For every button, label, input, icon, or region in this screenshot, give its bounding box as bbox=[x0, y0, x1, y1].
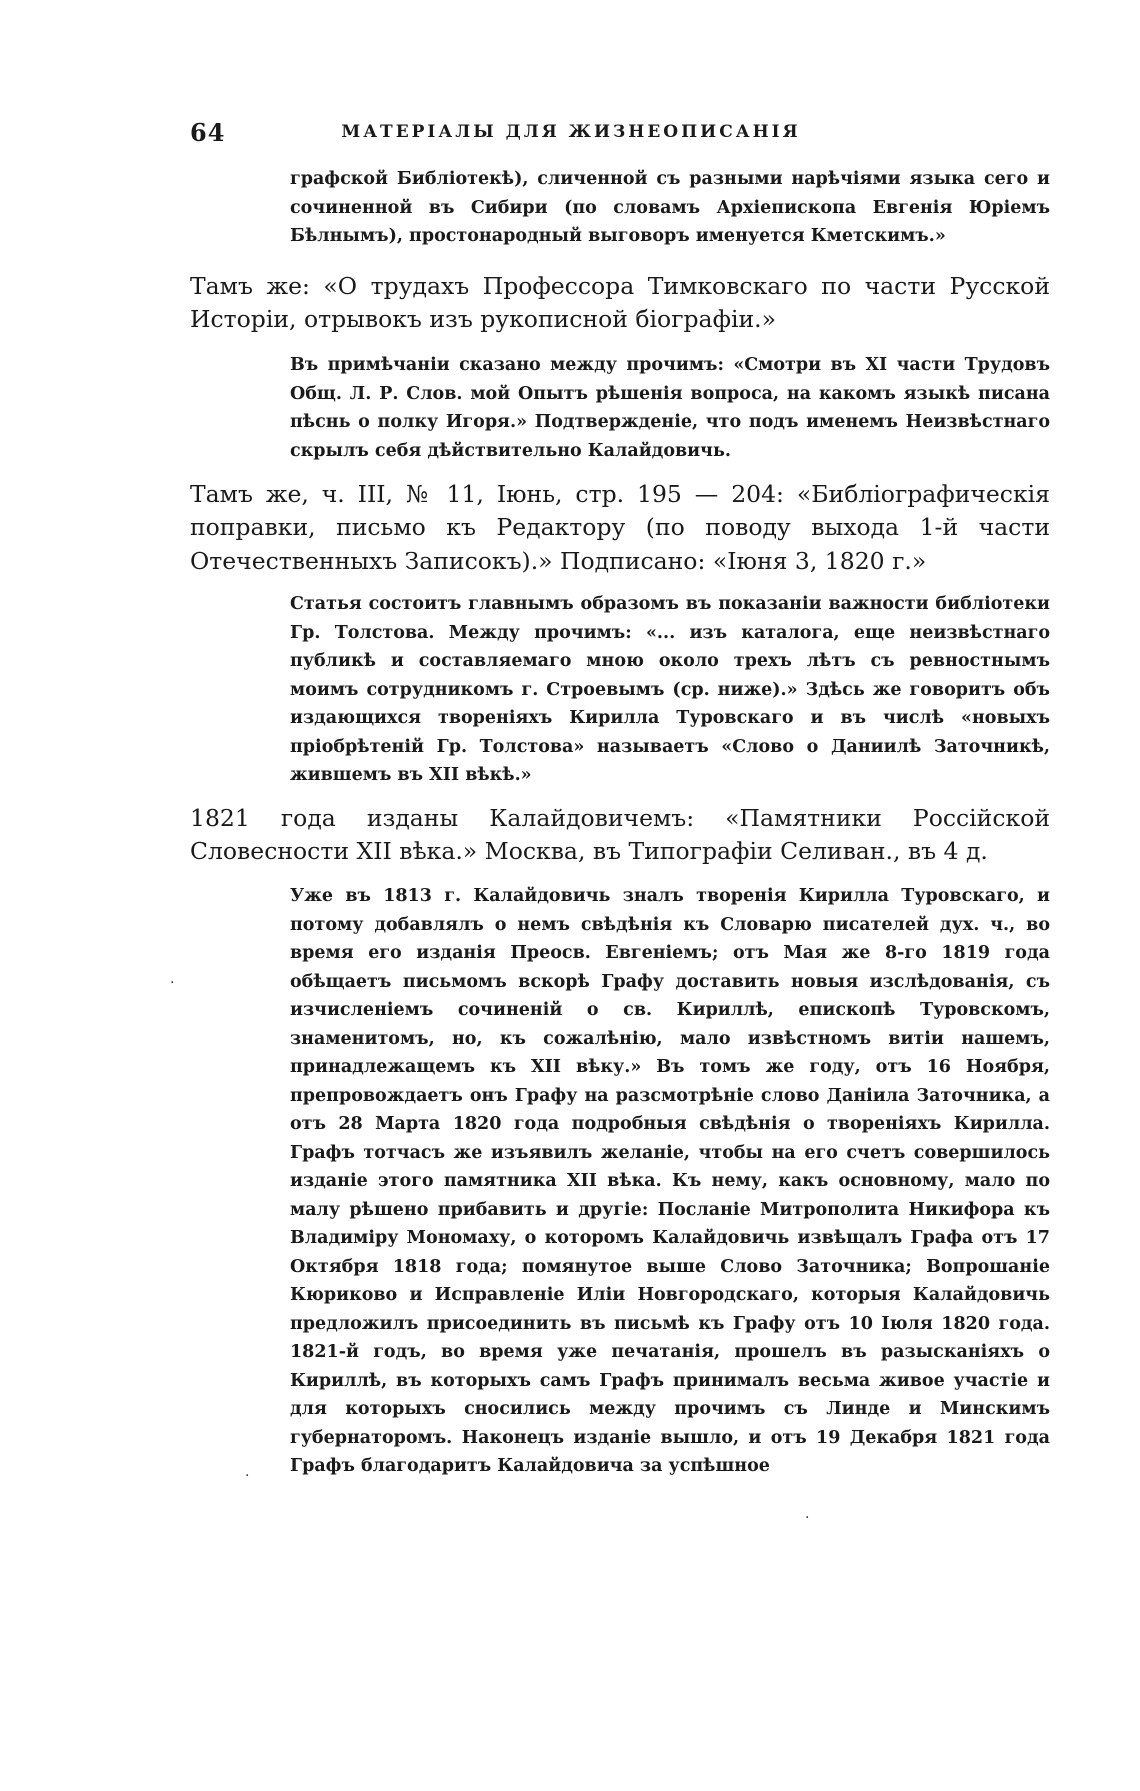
entry-timkovsky: Тамъ же: «О трудахъ Профессора Тимковскаго по части Русской Исторіи, отрывокъ изъ рукописной біографіи.» bbox=[190, 272, 1050, 334]
note-kirill-turovsky: Уже въ 1813 г. Калайдовичь зналъ творенія Кирилла Туровскаго, и потому добавлялъ о немъ свѣдѣнія къ Словарю писателей дух. ч., во время его изданія Преосв. Евгеніемъ; отъ Мая же 8-го 1819 года обѣщаетъ письмомъ вскорѣ Графу доставить новыя изслѣдованія, съ изчисленіемъ сочиненій о св. Кириллѣ, епископѣ Туровскомъ, знаменитомъ, но, къ сожалѣнію, мало извѣстномъ витіи нашемъ, принадлежащемъ къ XII вѣку.» Въ томъ же году, отъ 16 Ноября, препровождаетъ онъ Графу на разсмотрѣніе слово Даніила Заточника, а отъ 28 Марта 1820 года подробныя свѣдѣнія о твореніяхъ Кирилла. Графъ тотчасъ же изъявилъ желаніе, чтобы на его счетъ совершилось изданіе этого памятника XII вѣка. Къ нему, какъ основному, мало по малу рѣшено прибавить и другіе: Посланіе Митрополита Никифора къ Владиміру Мономаху, о которомъ Калайдовичь извѣщалъ Графа отъ 17 Октября 1818 года; помянутое выше Слово Заточника; Вопрошаніе Кюриково и Исправленіе Иліи Новгородскаго, которыя Калайдовичь предложилъ присоединить въ письмѣ къ Графу отъ 10 Іюля 1820 года. 1821-й годъ, во время уже печатанія, прошелъ въ разысканіяхъ о Кириллѣ, въ которыхъ самъ Графъ принималъ весьма живое участіе и для которыхъ сносились между прочимъ съ Линде и Минскимъ губернаторомъ. Наконецъ изданіе вышло, и отъ 19 Декабря 1821 года Графъ благодаритъ Калайдовича за успѣшное bbox=[290, 886, 1050, 1476]
note-igor-tale: Въ примѣчаніи сказано между прочимъ: «Смотри въ XI части Трудовъ Общ. Л. Р. Слов. мой Опытъ рѣшенія вопроса, на какомъ языкѣ писана пѣснь о полку Игоря.» Подтвержденіе, что подъ именемъ Неизвѣстнаго скрылъ себя дѣйствительно Калайдовичь. bbox=[290, 355, 1050, 461]
running-title: МАТЕРІАЛЫ ДЛЯ ЖИЗНЕОПИСАНІЯ bbox=[341, 122, 801, 142]
entry-monuments-1821: 1821 года изданы Калайдовичемъ: «Памятники Россійской Словесности XII вѣка.» Москва, въ Типографіи Селиван., въ 4 д. bbox=[190, 804, 1050, 866]
entry-bibliographic-corrections: Тамъ же, ч. III, № 11, Іюнь, стр. 195 — 204: «Библіографическія поправки, письмо къ Редактору (по поводу выхода 1-й части Отечественныхъ Записокъ).» Подписано: «Іюня 3, 1820 г.» bbox=[190, 480, 1050, 575]
page-number: 64 bbox=[190, 118, 226, 147]
print-speck: · bbox=[170, 975, 175, 991]
footnote-continuation: графской Библіотекѣ), сличенной съ разными нарѣчіями языка сего и сочиненной въ Сибири (по словамъ Архіепископа Евгенія Юріемъ Бѣлнымъ), простонародный выговоръ именуется Кметскимъ.» bbox=[290, 169, 1050, 246]
print-speck: · bbox=[805, 1510, 810, 1526]
print-speck: · bbox=[245, 1468, 250, 1484]
running-head bbox=[190, 118, 952, 147]
note-tolstoy-library: Статья состоитъ главнымъ образомъ въ показаніи важности библіотеки Гр. Толстова. Между прочимъ: «... изъ каталога, еще неизвѣстнаго публикѣ и составляемаго мною около трехъ лѣтъ съ ревностнымъ моимъ сотрудникомъ г. Строевымъ (ср. ниже).» Здѣсь же говоритъ объ издающихся твореніяхъ Кирилла Туровскаго и въ числѣ «новыхъ пріобрѣтеній Гр. Толстова» называетъ «Слово о Даниилѣ Заточникѣ, жившемъ въ XII вѣкѣ.» bbox=[290, 594, 1050, 785]
